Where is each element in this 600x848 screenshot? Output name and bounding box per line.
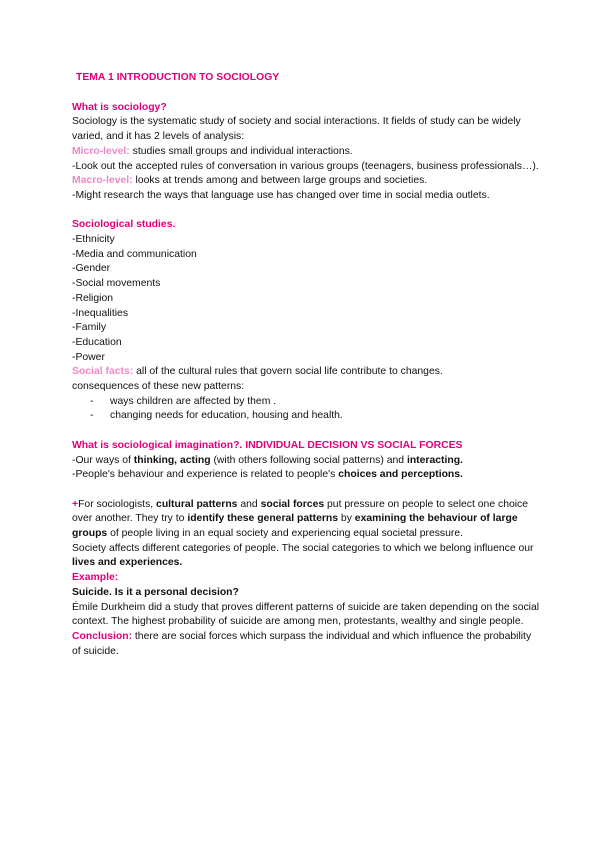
social-facts-text: all of the cultural rules that govern social life contribute to changes. (133, 366, 443, 378)
bullet-item (72, 395, 542, 410)
list-item: -Gender (72, 263, 111, 275)
social-facts-line (72, 365, 542, 380)
spacer (72, 204, 542, 219)
durkheim-paragraph: Émile Durkheim did a study that proves different patterns of suicide are taken depending on the social context. The highest probability of suicide are among men, protestants, wealthy and single people. (72, 601, 540, 628)
studies-list (72, 233, 542, 365)
bold-run: interacting. (406, 454, 463, 466)
section-heading-what-is-sociology: What is sociology? (72, 101, 167, 113)
macro-level-line (72, 174, 542, 189)
list-item: -Religion (72, 292, 114, 304)
macro-level-text: looks at trends among and between large groups and societies. (132, 175, 428, 187)
bold-run: choices and perceptions. (338, 469, 463, 481)
bullet-text: ways children are affected by them . (110, 395, 277, 407)
page-title: TEMA 1 INTRODUCTION TO SOCIOLOGY (76, 72, 280, 83)
text-run: there are social forces which surpass the individual and which influence the probability of suicide. (72, 630, 532, 657)
plus-marker: + (72, 498, 79, 510)
micro-level-example: -Look out the accepted rules of conversation in various groups (teenagers, business professionals…). (72, 160, 539, 172)
list-item: -Power (72, 351, 105, 363)
list-item: -Ethnicity (72, 234, 115, 246)
conclusion-paragraph (72, 630, 542, 659)
bold-run: thinking, acting (133, 454, 211, 466)
dash-bullet: - (90, 410, 94, 422)
text-run: Society affects different categories of people. The social categories to which we belong influence our (72, 542, 534, 554)
society-paragraph (72, 542, 542, 571)
text-run: For sociologists, (78, 498, 157, 510)
text-run: -Our ways of (72, 454, 134, 466)
text-run: put pressure on people to select one choice over another. They try to (72, 498, 529, 525)
list-item: -Media and communication (72, 248, 197, 260)
macro-level-example: -Might research the ways that language use has changed over time in social media outlets. (72, 189, 490, 201)
conclusion-label: Conclusion: (72, 630, 133, 642)
bold-run: examining the behaviour of large groups (72, 513, 518, 540)
suicide-heading (72, 586, 542, 601)
bold-run: cultural patterns (156, 498, 238, 510)
imagination-line-1 (72, 454, 542, 469)
list-item: -Inequalities (72, 307, 129, 319)
text-run: and (237, 498, 261, 510)
imagination-line-2 (72, 468, 542, 483)
spacer (72, 483, 542, 498)
micro-level-line (72, 145, 542, 160)
bullet-text: changing needs for education, housing and health. (110, 410, 343, 422)
micro-level-text: studies small groups and individual interactions. (129, 145, 353, 157)
section-heading-sociological-imagination: What is sociological imagination?. INDIVIDUAL DECISION VS SOCIAL FORCES (72, 439, 463, 451)
macro-level-label: Macro-level: (72, 175, 133, 187)
sociologists-paragraph (72, 498, 542, 542)
sociology-definition: Sociology is the systematic study of society and social interactions. It fields of study can be widely varied, and it has 2 levels of analysis: (72, 116, 521, 143)
bold-run: identify these general patterns (187, 513, 339, 525)
social-facts-label: Social facts: (72, 366, 134, 378)
text-run: (with others following social patterns) and (210, 454, 407, 466)
document-body (72, 71, 542, 659)
example-label: Example: (72, 572, 119, 584)
bold-run: lives and experiences. (72, 557, 183, 569)
social-facts-subtitle: consequences of these new patterns: (72, 381, 245, 393)
section-heading-sociological-studies: Sociological studies. (72, 219, 176, 231)
list-item: -Family (72, 322, 107, 334)
text-run: -People's behaviour and experience is related to people's (72, 469, 339, 481)
spacer (72, 424, 542, 439)
dash-bullet: - (90, 395, 94, 407)
micro-level-label: Micro-level: (72, 145, 130, 157)
list-item: -Social movements (72, 278, 161, 290)
bold-run: Suicide. Is it a personal decision? (72, 586, 239, 598)
bullet-item (72, 409, 542, 424)
text-run: by (338, 513, 355, 525)
bold-run: social forces (260, 498, 325, 510)
list-item: -Education (72, 336, 122, 348)
text-run: of people living in an equal society and experiencing equal societal pressure. (107, 528, 464, 540)
